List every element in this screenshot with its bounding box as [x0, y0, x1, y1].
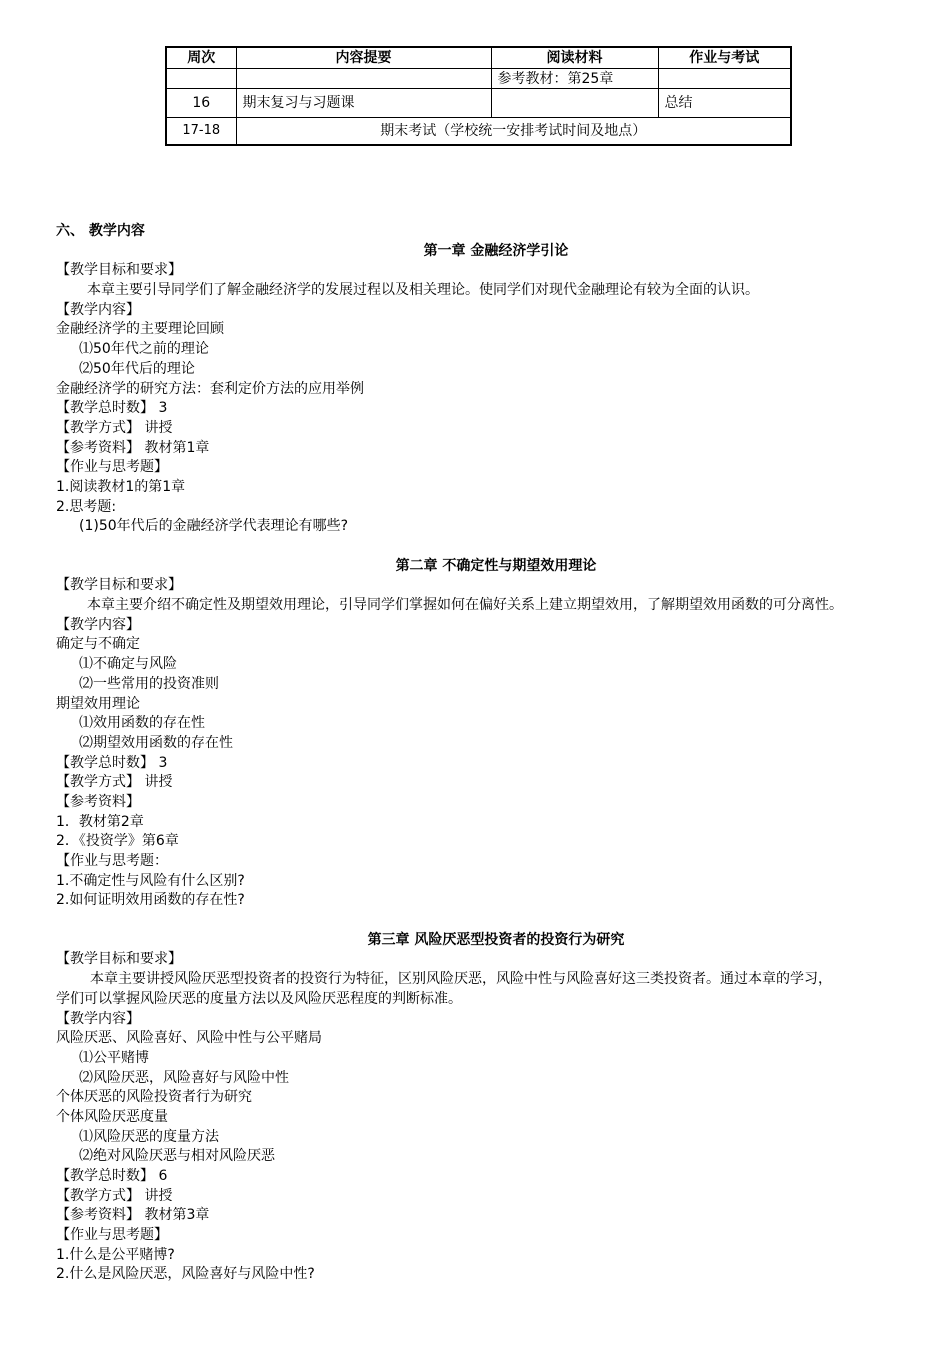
cell-week: [166, 69, 236, 89]
homework-item: 2.什么是风险厌恶，风险喜好与风险中性?: [56, 1266, 315, 1283]
method: 【教学方式】 讲授: [56, 419, 173, 436]
hours: 【教学总时数】 3: [56, 754, 168, 771]
homework-item: 1.什么是公平赌博?: [56, 1246, 175, 1263]
content-item: ⑴不确定与风险: [79, 656, 177, 673]
homework-item: (1)50年代后的金融经济学代表理论有哪些?: [79, 518, 349, 535]
content-item: ⑴风险厌恶的度量方法: [79, 1128, 219, 1145]
content-item: ⑵绝对风险厌恶与相对风险厌恶: [79, 1148, 275, 1165]
goal-text: 本章主要引导同学们了解金融经济学的发展过程以及相关理论。使同学们对现代金融理论有较为全面的认识。: [87, 282, 759, 299]
content-item: ⑵风险厌恶，风险喜好与风险中性: [79, 1069, 289, 1086]
header-content: 内容提要: [236, 47, 491, 69]
reference: 2．《投资学》第6章: [56, 833, 179, 850]
cell-homework: [658, 69, 791, 89]
chapter-title: 第三章 风险厌恶型投资者的投资行为研究: [367, 931, 625, 948]
homework-item: 2.如何证明效用函数的存在性?: [56, 892, 245, 909]
homework-item: 1.不确定性与风险有什么区别?: [56, 872, 245, 889]
homework-label: 【作业与思考题】: [56, 1227, 168, 1244]
content-item: ⑵50年代后的理论: [79, 360, 195, 377]
hours: 【教学总时数】 6: [56, 1168, 168, 1184]
chapter-1: [56, 242, 936, 537]
content-label: 【教学内容】: [56, 301, 140, 318]
goal-text: 学们可以掌握风险厌恶的度量方法以及风险厌恶程度的判断标准。: [56, 990, 462, 1007]
chapter-title: 第二章 不确定性与期望效用理论: [395, 557, 597, 574]
cell-week: 17-18: [166, 118, 236, 146]
method: 【教学方式】 讲授: [56, 774, 173, 791]
hours: 【教学总时数】 3: [56, 400, 168, 417]
homework-label: 【作业与思考题：: [56, 853, 168, 869]
homework-label: 【作业与思考题】: [56, 459, 168, 476]
cell-content: [236, 69, 491, 89]
content-item: 确定与不确定: [56, 636, 140, 653]
content-item: ⑴效用函数的存在性: [79, 715, 205, 732]
content-item: ⑵期望效用函数的存在性: [79, 734, 233, 751]
goal-label: 【教学目标和要求】: [56, 951, 182, 968]
reference: 【参考资料】 教材第1章: [56, 439, 210, 456]
table-row: [166, 69, 791, 89]
header-week: 周次: [166, 47, 236, 69]
reference: 【参考资料】: [56, 793, 140, 810]
goal-label: 【教学目标和要求】: [56, 577, 182, 594]
content-label: 【教学内容】: [56, 1010, 140, 1027]
reference: 【参考资料】 教材第3章: [56, 1207, 210, 1224]
goal-text: 本章主要讲授风险厌恶型投资者的投资行为特征，区别风险厌恶，风险中性与风险喜好这三类投资者。通过本章的学习，: [90, 971, 832, 988]
content-item: ⑴50年代之前的理论: [79, 341, 209, 358]
table-row: [166, 118, 791, 146]
homework-item: 1.阅读教材1的第1章: [56, 478, 186, 495]
teaching-content: [56, 222, 936, 1285]
reference: 1．教材第2章: [56, 813, 144, 830]
content-item: 金融经济学的研究方法：套利定价方法的应用举例: [56, 380, 364, 397]
cell-merged: 期末考试（学校统一安排考试时间及地点）: [236, 118, 791, 146]
goal-label: 【教学目标和要求】: [56, 262, 182, 279]
content-item: 个体风险厌恶度量: [56, 1108, 168, 1125]
section-title: 六、 教学内容: [56, 223, 145, 239]
cell-reading: 参考教材：第25章: [491, 69, 658, 89]
content-item: 个体厌恶的风险投资者行为研究: [56, 1089, 252, 1106]
content-label: 【教学内容】: [56, 616, 140, 633]
cell-week: 16: [166, 89, 236, 118]
table-row: [166, 89, 791, 118]
table-header-row: [166, 47, 791, 69]
content-item: 期望效用理论: [56, 695, 140, 712]
cell-content: 期末复习与习题课: [236, 89, 491, 118]
chapter-3: [56, 931, 936, 1285]
content-item: 风险厌恶、风险喜好、风险中性与公平赌局: [56, 1030, 322, 1047]
homework-item: 2.思考题:: [56, 498, 117, 515]
chapter-2: [56, 557, 936, 911]
cell-reading: [491, 89, 658, 118]
goal-text: 本章主要介绍不确定性及期望效用理论，引导同学们掌握如何在偏好关系上建立期望效用，了解期望效用函数的可分离性。: [87, 597, 843, 614]
chapter-title: 第一章 金融经济学引论: [423, 242, 569, 259]
schedule-table: [165, 46, 792, 146]
header-homework: 作业与考试: [658, 47, 791, 69]
content-item: 金融经济学的主要理论回顾: [56, 321, 224, 338]
cell-homework: 总结: [658, 89, 791, 118]
method: 【教学方式】 讲授: [56, 1187, 173, 1204]
header-reading: 阅读材料: [491, 47, 658, 69]
content-item: ⑵一些常用的投资准则: [79, 675, 219, 692]
content-item: ⑴公平赌博: [79, 1049, 149, 1066]
